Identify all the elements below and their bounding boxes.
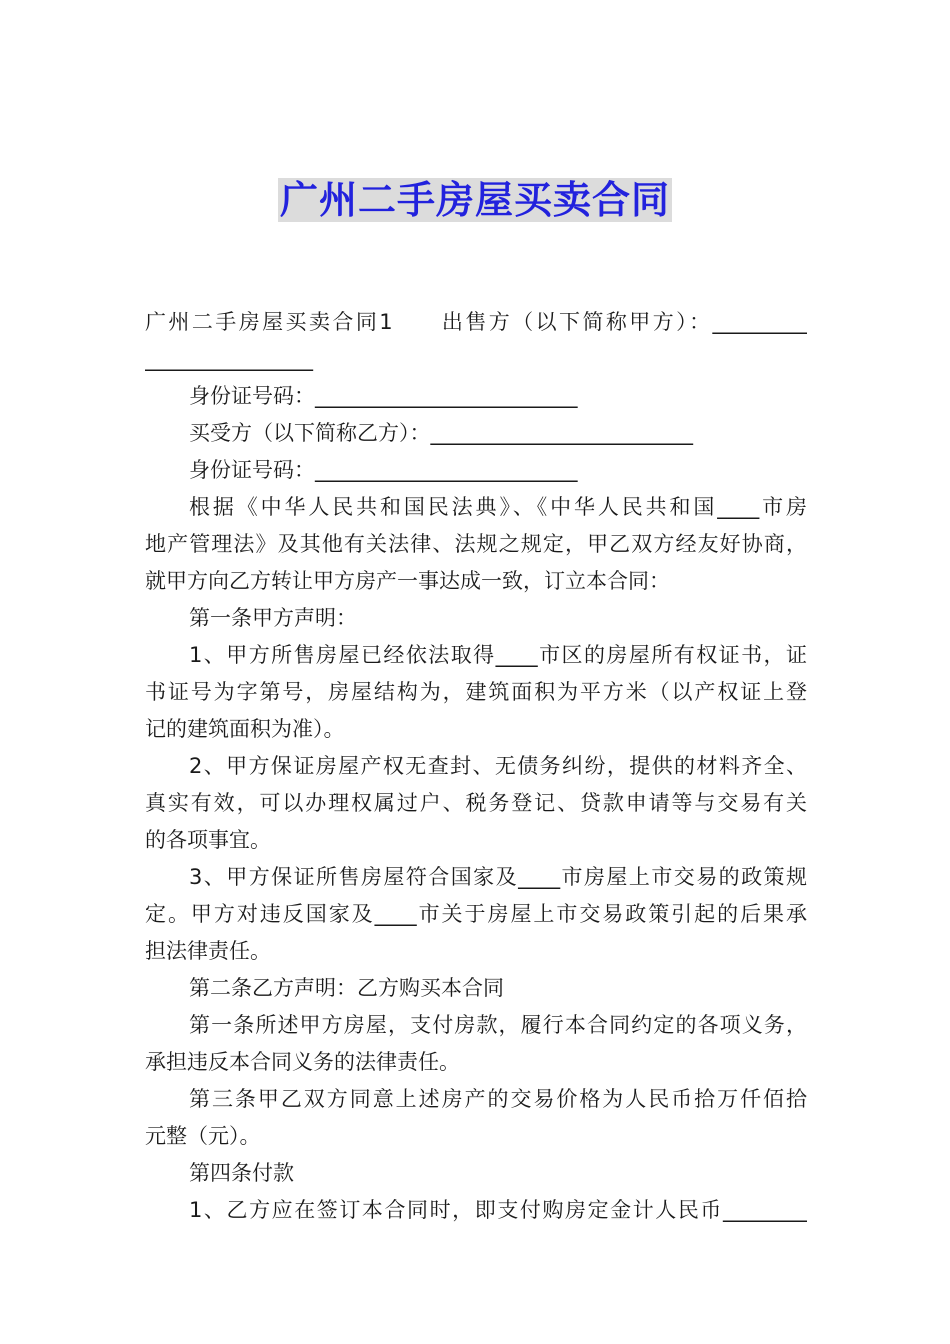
text-line: 第三条甲乙双方同意上述房产的交易价格为人民币拾万仟佰拾 bbox=[189, 1087, 807, 1111]
text-line: 3、甲方保证所售房屋符合国家及____市房屋上市交易的政策规 bbox=[189, 865, 807, 889]
document-body bbox=[145, 304, 807, 1229]
section-heading: 第一条甲方声明： bbox=[189, 606, 357, 630]
text-line: 的各项事宜。 bbox=[145, 828, 271, 852]
text-line: ________________ bbox=[145, 347, 313, 371]
text-line: 2、甲方保证房屋产权无查封、无债务纠纷，提供的材料齐全、 bbox=[189, 754, 807, 778]
section-heading: 第二条乙方声明：乙方购买本合同 bbox=[189, 976, 504, 1000]
text-line: 定。甲方对违反国家及____市关于房屋上市交易政策引起的后果承 bbox=[145, 902, 807, 926]
text-line: 就甲方向乙方转让甲方房产一事达成一致，订立本合同： bbox=[145, 569, 670, 593]
text-line: 真实有效，可以办理权属过户、税务登记、贷款申请等与交易有关 bbox=[145, 791, 807, 815]
text-line: 书证号为字第号，房屋结构为，建筑面积为平方米（以产权证上登 bbox=[145, 680, 807, 704]
section-heading: 第四条付款 bbox=[189, 1161, 294, 1185]
text-line: 身份证号码：_________________________ bbox=[189, 458, 578, 482]
text-line: 1、乙方应在签订本合同时，即支付购房定金计人民币________ bbox=[189, 1198, 807, 1222]
text-line: 地产管理法》及其他有关法律、法规之规定，甲乙双方经友好协商， bbox=[145, 532, 807, 556]
text-line: 承担违反本合同义务的法律责任。 bbox=[145, 1050, 460, 1074]
text-line: 买受方（以下简称乙方）：_________________________ bbox=[189, 421, 693, 445]
text-line: 担法律责任。 bbox=[145, 939, 271, 963]
text-line: 广州二手房屋买卖合同1 出售方（以下简称甲方）：_________ bbox=[145, 310, 807, 334]
text-line: 1、甲方所售房屋已经依法取得____市区的房屋所有权证书，证 bbox=[189, 643, 807, 667]
document-title: 广州二手房屋买卖合同 bbox=[279, 178, 670, 222]
text-line: 元整（元）。 bbox=[145, 1124, 261, 1148]
text-line: 身份证号码：_________________________ bbox=[189, 384, 578, 408]
text-line: 根据《中华人民共和国民法典》、《中华人民共和国____市房 bbox=[189, 495, 807, 519]
text-line: 记的建筑面积为准）。 bbox=[145, 717, 345, 741]
text-line: 第一条所述甲方房屋，支付房款，履行本合同约定的各项义务， bbox=[189, 1013, 807, 1037]
